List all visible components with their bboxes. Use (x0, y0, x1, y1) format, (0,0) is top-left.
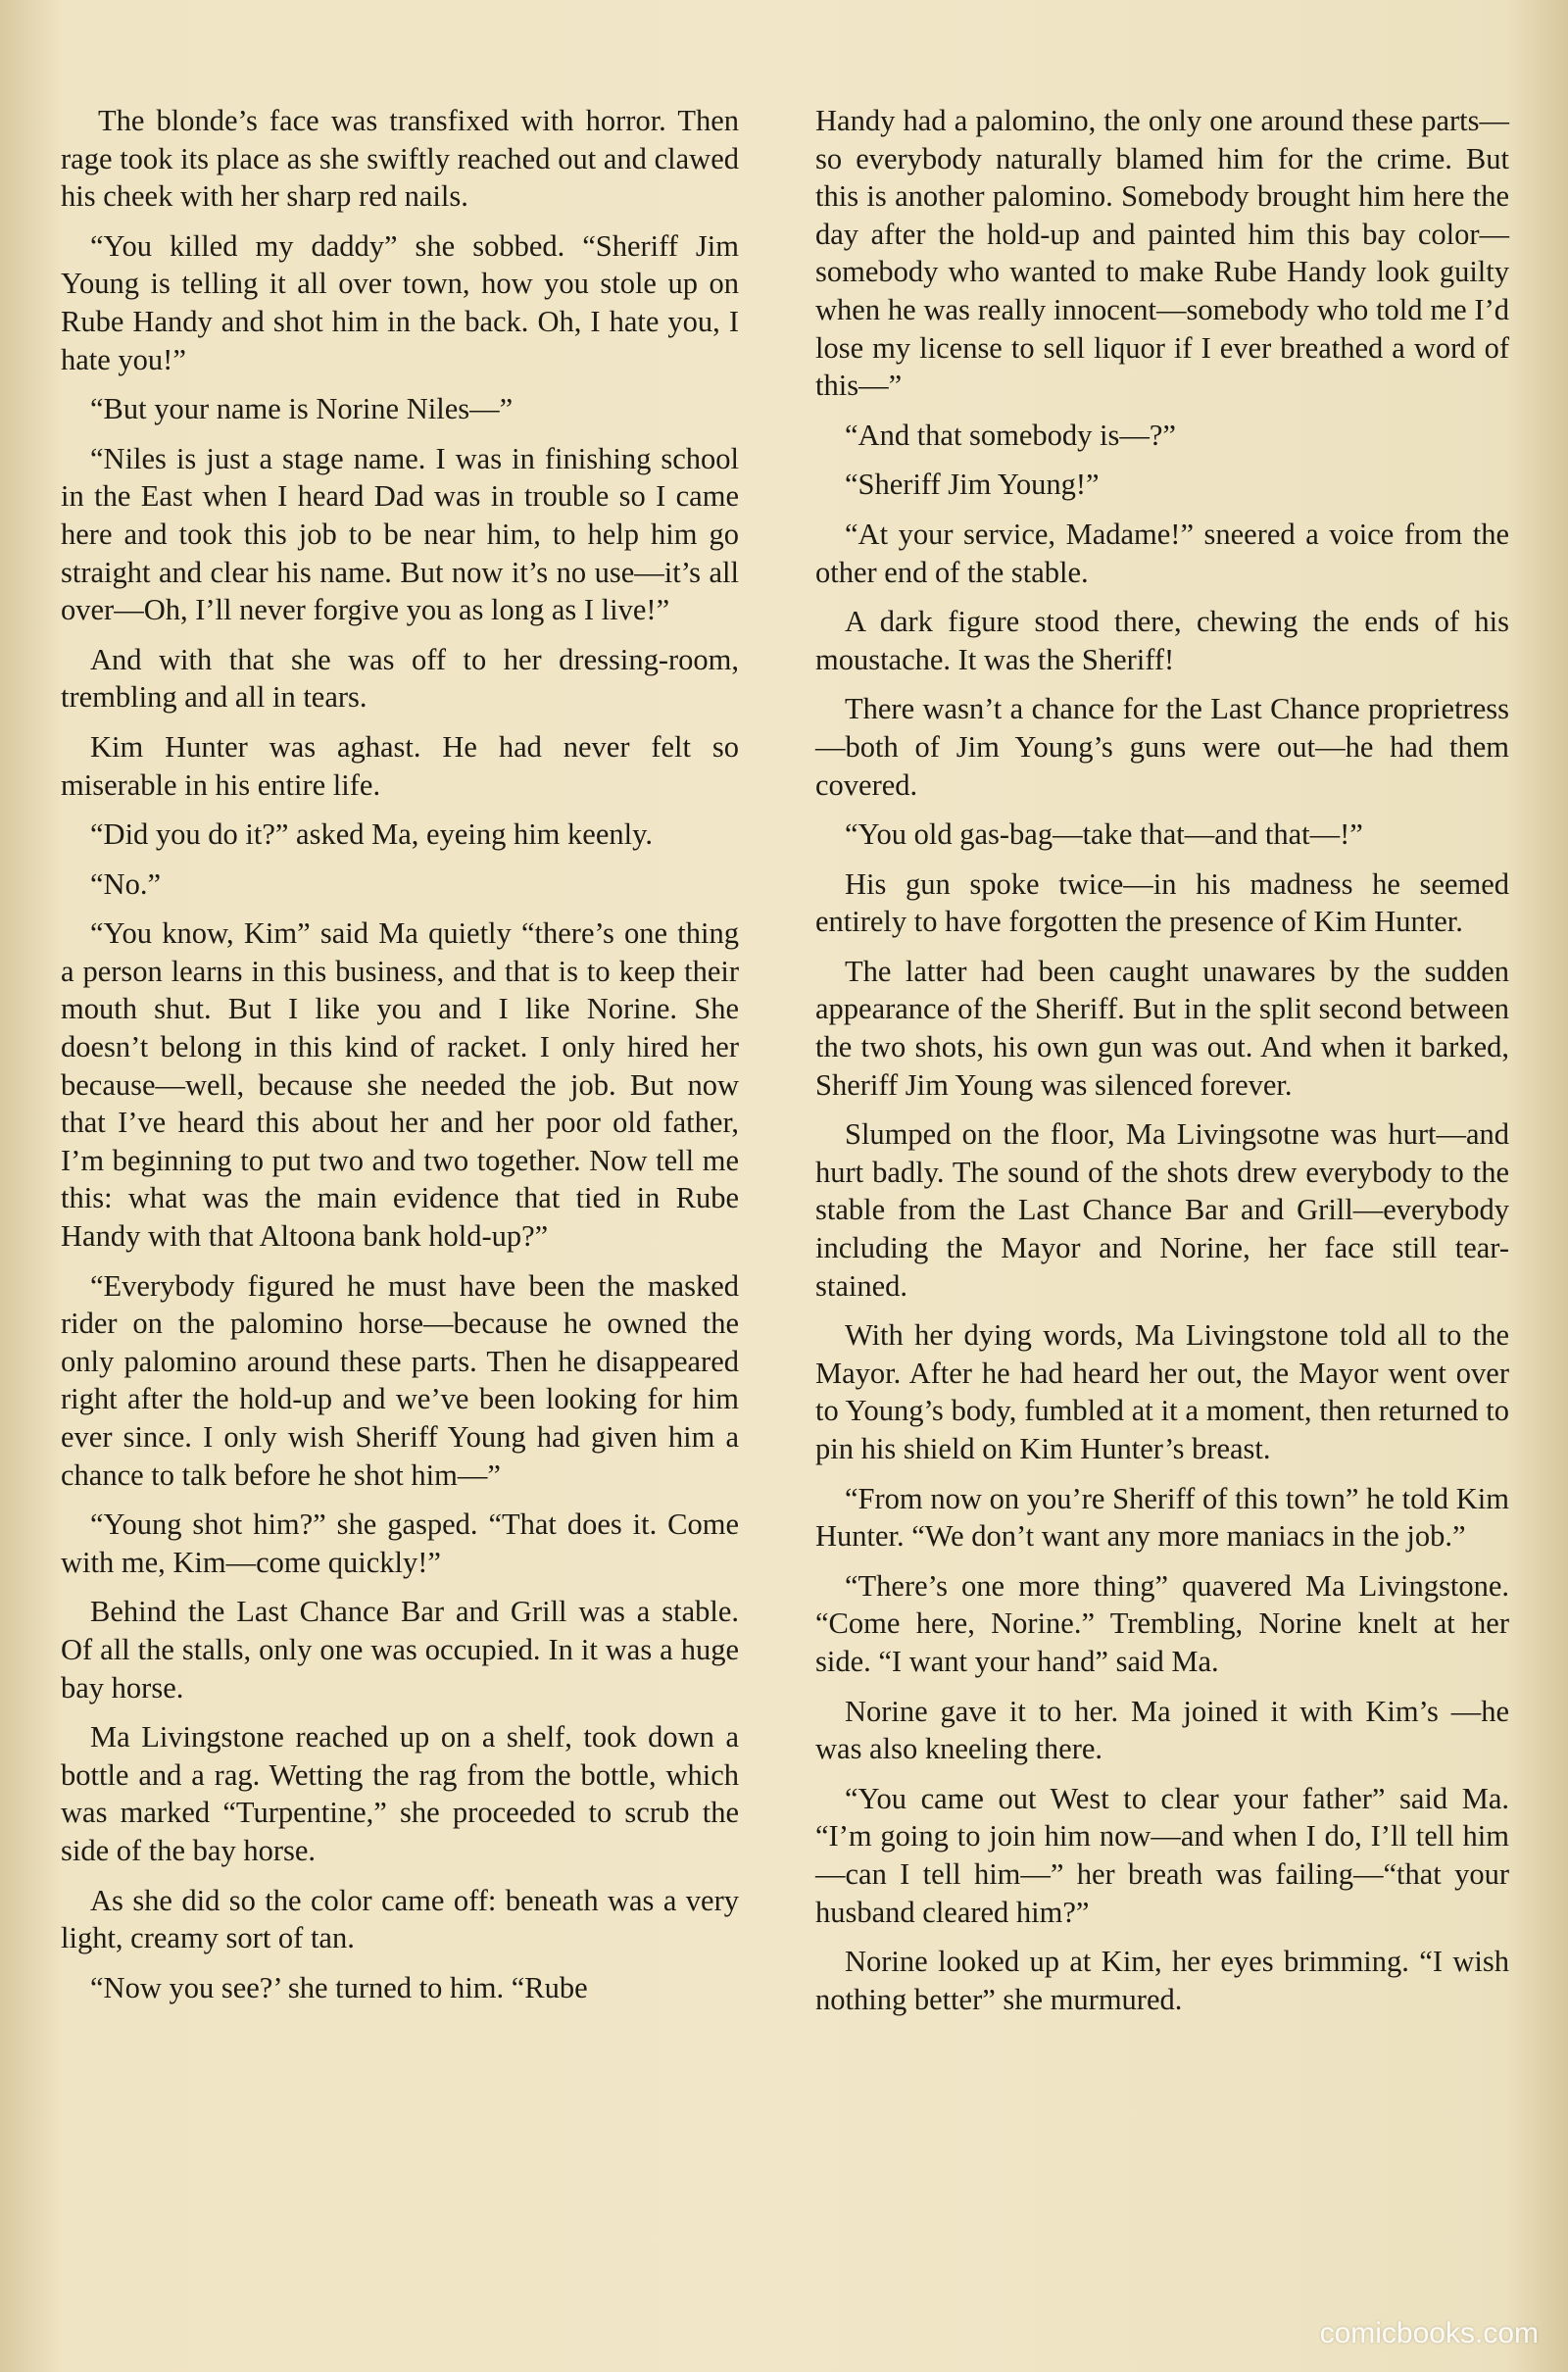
paragraph: “Now you see?’ she turned to him. “Rube (90, 1970, 588, 2004)
paragraph: Handy had a palomino, the only one around these parts—so everybody naturally blamed him for the crime. But this is another palomino. Somebody brought him here the day after the hold-up and painted him this bay color—somebody who wanted to make Rube Handy look guilty when he was really innocent—somebody who told me I’d lose my license to sell liquor if I ever breathed a word of this—” (815, 104, 1509, 403)
paragraph: “You killed my daddy” she sobbed. “Sheriff Jim Young is telling it all over town, how you stole up on Rube Handy and shot him in the back. Oh, I hate you, I hate you!” (61, 228, 739, 376)
paragraph: “There’s one more thing” quavered Ma Livingstone. “Come here, Norine.” Trembling, Norine knelt at her side. “I want your hand” said Ma. (815, 1568, 1509, 1678)
paragraph: With her dying words, Ma Livingstone told all to the Mayor. After he had heard her out, the Mayor went over to Young’s body, fumbled at it a moment, then returned to pin his shield on Kim Hunter’s breast. (815, 1318, 1509, 1465)
paragraph: Kim Hunter was aghast. He had never felt so miserable in his entire life. (61, 729, 739, 802)
paragraph: As she did so the color came off: beneath was a very light, creamy sort of tan. (61, 1883, 739, 1955)
paragraph: “At your service, Madame!” sneered a voice from the other end of the stable. (815, 517, 1509, 589)
paragraph: “You came out West to clear your father” said Ma. “I’m going to join him now—and when I do, I’ll tell him—can I tell him—” her breath was failing—“that your husband cleared him?” (815, 1781, 1509, 1929)
paragraph: “Everybody figured he must have been the masked rider on the palomino horse—because he owned the only palomino around these parts. Then he disappeared right after the hold-up and we’ve been looking for him ever since. I only wish Sheriff Young had given him a chance to talk before he shot him—” (61, 1268, 739, 1492)
paragraph: Ma Livingstone reached up on a shelf, took down a bottle and a rag. Wetting the rag from the bottle, which was marked “Turpentine,” she proceeded to scrub the side of the bay horse. (61, 1720, 739, 1867)
paragraph: Behind the Last Chance Bar and Grill was a stable. Of all the stalls, only one was occupied. In it was a huge bay horse. (61, 1595, 739, 1705)
paragraph: “Sheriff Jim Young!” (845, 468, 1100, 502)
paragraph: Norine gave it to her. Ma joined it with Kim’s —he was also kneeling there. (815, 1694, 1509, 1766)
paragraph: His gun spoke twice—in his madness he seemed entirely to have forgotten the presence of Kim Hunter. (815, 866, 1509, 939)
watermark: comicbooks.com (1319, 2317, 1539, 2349)
paragraph: “And that somebody is—?” (845, 418, 1176, 452)
paragraph: Norine looked up at Kim, her eyes brimming. “I wish nothing better” she murmured. (815, 1945, 1509, 2016)
paragraph: There wasn’t a chance for the Last Chance proprietress—both of Jim Young’s guns were out—he had them covered. (815, 692, 1509, 802)
paragraph: “No.” (90, 866, 161, 901)
paragraph: “You old gas-bag—take that—and that—!” (845, 817, 1363, 852)
paragraph: “You know, Kim” said Ma quietly “there’s one thing a person learns in this business, and that is to keep their mouth shut. But I like you and I like Norine. She doesn’t belong in this kind of racket. I only hired her because—well, because she needed the job. But now that I’ve heard this about her and her poor old father, I’m beginning to put two and two together. Now tell me this: what was the main evidence that tied in Rube Handy with that Altoona bank hold-up?” (61, 916, 739, 1254)
paragraph: And with that she was off to her dressing-room, trembling and all in tears. (61, 642, 739, 715)
right-text-column (815, 102, 1509, 2030)
paragraph: The blonde’s face was transfixed with horror. Then rage took its place as she swiftly reached out and clawed his cheek with her sharp red nails. (61, 104, 739, 214)
paragraph: “From now on you’re Sheriff of this town” he told Kim Hunter. “We don’t want any more maniacs in the job.” (815, 1481, 1509, 1554)
paragraph: “But your name is Norine Niles—” (90, 392, 514, 426)
paragraph: A dark figure stood there, chewing the ends of his moustache. It was the Sheriff! (815, 605, 1509, 676)
paragraph: “Young shot him?” she gasped. “That does it. Come with me, Kim—come quickly!” (61, 1507, 739, 1579)
paragraph: “Niles is just a stage name. I was in finishing school in the East when I heard Dad was in trouble so I came here and took this job to be near him, to help him go straight and clear his name. But now it’s no use—it’s all over—Oh, I’ll never forgive you as long as I live!” (61, 441, 739, 627)
paragraph: The latter had been caught unawares by the sudden appearance of the Sheriff. But in the split second between the two shots, his own gun was out. And when it barked, Sheriff Jim Young was silenced forever. (815, 954, 1509, 1102)
left-text-column (61, 102, 739, 2018)
paragraph: Slumped on the floor, Ma Livingsotne was hurt—and hurt badly. The sound of the shots drew everybody to the stable from the Last Chance Bar and Grill—everybody including the Mayor and Norine, her face still tear-stained. (815, 1117, 1509, 1303)
paragraph: “Did you do it?” asked Ma, eyeing him keenly. (90, 817, 653, 852)
